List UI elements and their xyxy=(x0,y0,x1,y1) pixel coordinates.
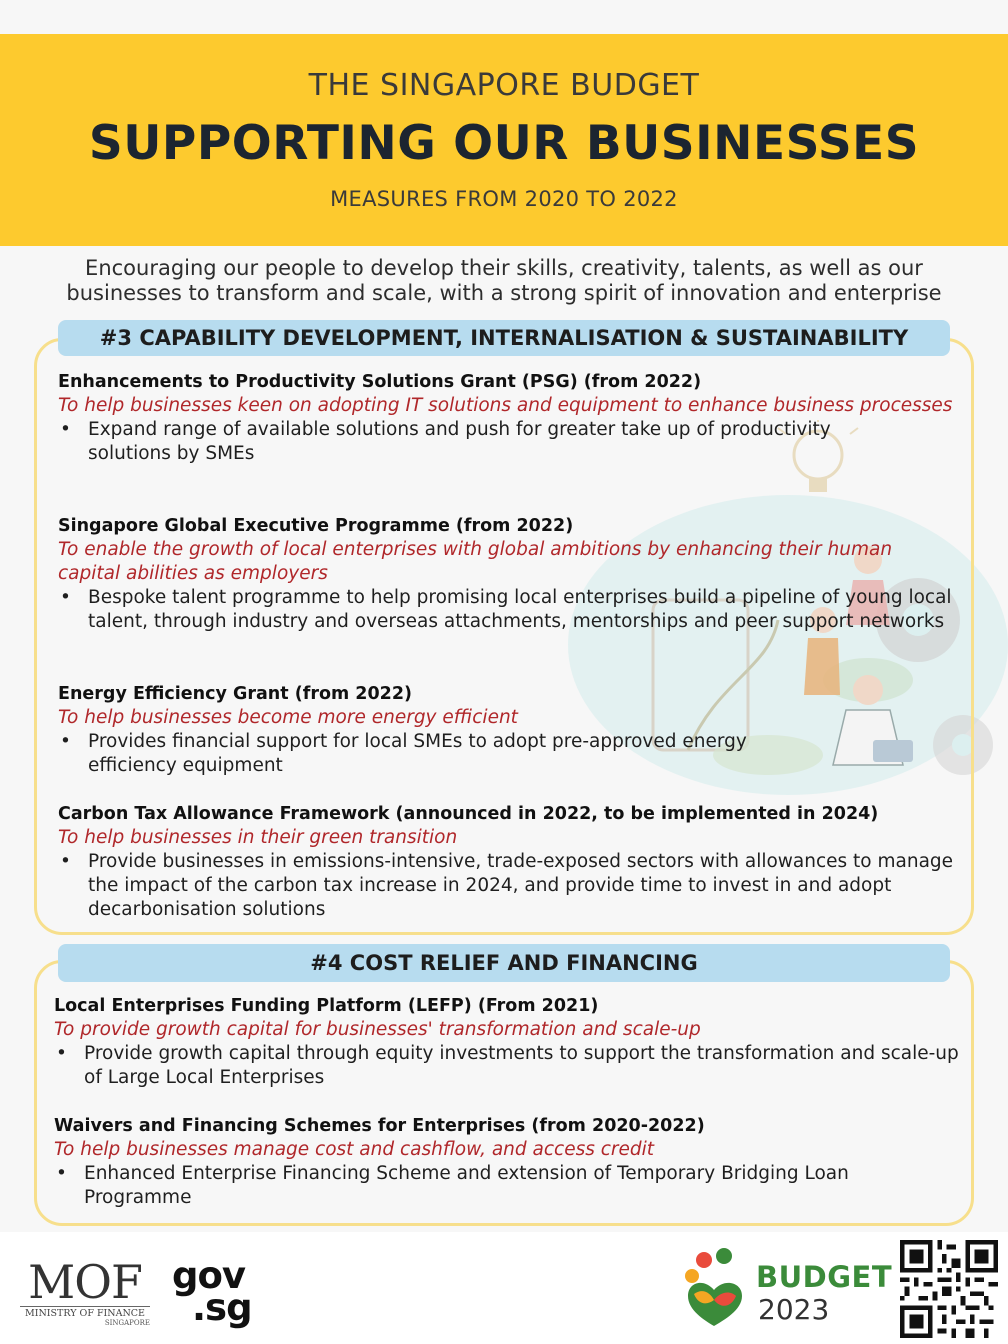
section-capability-title: #3 CAPABILITY DEVELOPMENT, INTERNALISATION & SUSTAINABILITY xyxy=(58,320,950,356)
measure-bullet-text: Expand range of available solutions and push for greater take up of productivity solutions by SMEs xyxy=(88,419,831,464)
bullet-dot: • xyxy=(60,731,71,752)
section-cost-relief-title: #4 COST RELIEF AND FINANCING xyxy=(58,944,950,982)
measure-bullet-text: Provide businesses in emissions-intensive, trade-exposed sectors with allowances to manage the impact of the carbon tax increase in 2024, and provide time to invest in and adopt decarbonisation solutions xyxy=(88,851,954,920)
measure-heading: Singapore Global Executive Programme (from 2022) xyxy=(58,516,574,536)
intro-line-2: businesses to transform and scale, with a strong spirit of innovation and enterprise xyxy=(66,281,942,305)
mof-logo xyxy=(20,1255,150,1327)
measure-purpose: To provide growth capital for businesses' transformation and scale-up xyxy=(54,1019,701,1040)
measure-waivers-financing xyxy=(54,1114,964,1210)
measure-purpose: To help businesses become more energy efficient xyxy=(58,707,518,728)
budget-logo-year: 2023 xyxy=(758,1293,830,1326)
measure-heading: Carbon Tax Allowance Framework (announced in 2022, to be implemented in 2024) xyxy=(58,804,879,824)
measure-bullet-text: Enhanced Enterprise Financing Scheme and extension of Temporary Bridging Loan Programme xyxy=(84,1163,849,1208)
qr-code xyxy=(900,1240,998,1338)
bullet-dot: • xyxy=(60,587,71,608)
top-strip xyxy=(0,0,1008,34)
measure-bullet-text: Provide growth capital through equity investments to support the transformation and scale-up of Large Local Enterprises xyxy=(84,1043,959,1088)
title-banner xyxy=(0,34,1008,246)
measure-purpose: To help businesses in their green transition xyxy=(58,827,458,848)
banner-subtitle: MEASURES FROM 2020 TO 2022 xyxy=(330,187,678,211)
govsg-logo xyxy=(172,1256,262,1328)
bullet-dot: • xyxy=(60,419,71,440)
measure-bullet xyxy=(58,730,838,778)
page-title: SUPPORTING OUR BUSINESSES xyxy=(88,116,920,171)
measure-lefp xyxy=(54,994,964,1090)
measure-heading: Waivers and Financing Schemes for Enterprises (from 2020-2022) xyxy=(54,1116,705,1136)
measure-heading: Enhancements to Productivity Solutions Grant (PSG) (from 2022) xyxy=(58,372,702,392)
measure-purpose: To help businesses keen on adopting IT solutions and equipment to enhance business processes xyxy=(58,395,953,416)
govsg-logo-line2: .sg xyxy=(192,1286,252,1329)
measure-heading: Local Enterprises Funding Platform (LEFP) (From 2021) xyxy=(54,996,599,1016)
mof-logo-mark: MOF xyxy=(28,1255,142,1309)
measure-purpose: To help businesses manage cost and cashflow, and access credit xyxy=(54,1139,655,1160)
measure-global-executive xyxy=(58,514,958,634)
bullet-dot: • xyxy=(56,1163,67,1184)
measure-bullet-text: Bespoke talent programme to help promising local enterprises build a pipeline of young local talent, through industry and overseas attachments, mentorships and peer support networks xyxy=(88,587,952,632)
banner-kicker: THE SINGAPORE BUDGET xyxy=(308,68,700,103)
measure-bullet xyxy=(54,1162,934,1210)
measure-bullet xyxy=(54,1042,964,1090)
mof-logo-name: MINISTRY OF FINANCE xyxy=(20,1306,150,1319)
budget-heart-icon xyxy=(680,1248,750,1328)
measure-energy-grant xyxy=(58,682,958,778)
bullet-dot: • xyxy=(56,1043,67,1064)
budget-2023-logo xyxy=(680,1246,893,1330)
measure-bullet xyxy=(58,850,958,922)
measure-psg xyxy=(58,370,958,466)
mof-logo-country: SINGAPORE xyxy=(104,1319,150,1327)
measure-bullet xyxy=(58,418,918,466)
bullet-dot: • xyxy=(60,851,71,872)
measure-bullet xyxy=(58,586,968,634)
measure-heading: Energy Efficiency Grant (from 2022) xyxy=(58,684,412,704)
intro-line-1: Encouraging our people to develop their skills, creativity, talents, as well as our xyxy=(85,256,923,280)
measure-carbon-tax xyxy=(58,802,958,922)
measure-purpose: To enable the growth of local enterprises with global ambitions by enhancing their human capital abilities as employers xyxy=(58,539,893,584)
intro-text xyxy=(20,256,988,306)
measure-bullet-text: Provides financial support for local SMEs to adopt pre-approved energy efficiency equipment xyxy=(88,731,747,776)
govsg-logo-line1: gov xyxy=(172,1254,246,1297)
budget-logo-word: BUDGET xyxy=(756,1260,893,1294)
